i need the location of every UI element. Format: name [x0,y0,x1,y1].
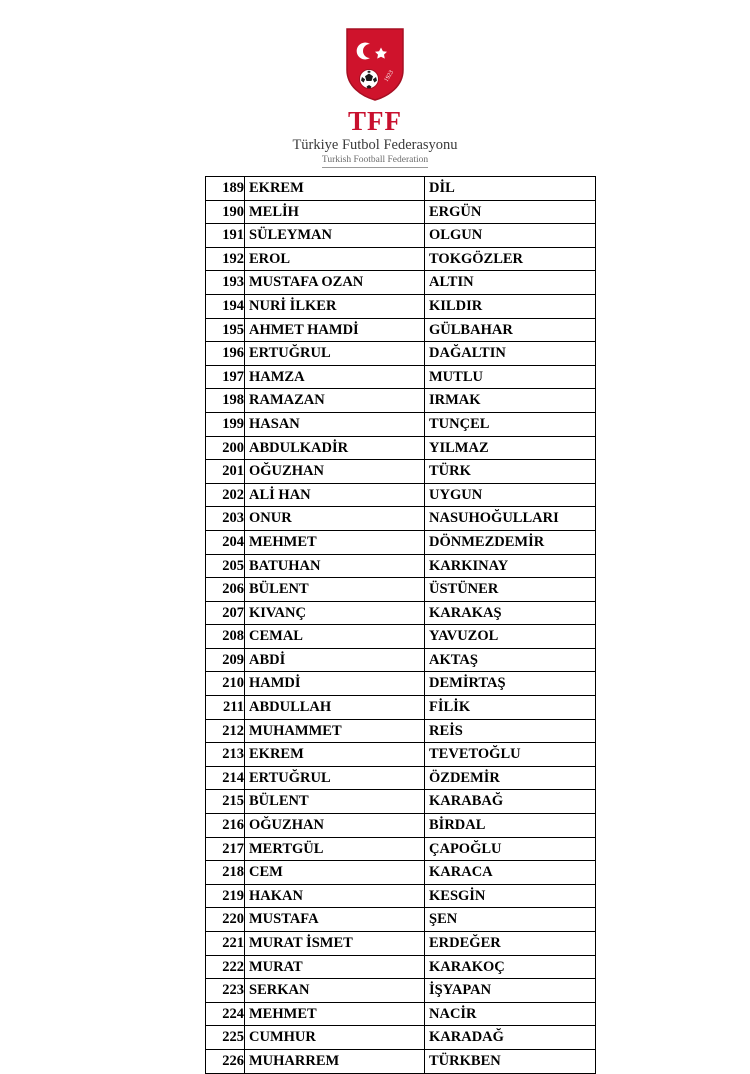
row-number: 192 [206,247,245,271]
name-list-table [205,176,596,1074]
row-first-name: CEM [245,861,425,885]
row-number: 220 [206,908,245,932]
table-row [206,271,596,295]
row-number: 217 [206,837,245,861]
table-row [206,884,596,908]
row-last-name: ERDEĞER [425,932,596,956]
row-last-name: DAĞALTIN [425,342,596,366]
name-list-table-container [205,176,580,1074]
row-first-name: CUMHUR [245,1026,425,1050]
row-number: 191 [206,224,245,248]
table-row [206,837,596,861]
row-first-name: BATUHAN [245,554,425,578]
row-number: 214 [206,766,245,790]
row-first-name: OĞUZHAN [245,460,425,484]
row-first-name: HASAN [245,412,425,436]
row-last-name: NASUHOĞULLARI [425,507,596,531]
row-first-name: BÜLENT [245,790,425,814]
tff-crest-icon [344,26,406,102]
table-row [206,483,596,507]
row-last-name: UYGUN [425,483,596,507]
row-last-name: REİS [425,719,596,743]
row-first-name: MURAT [245,955,425,979]
table-row [206,790,596,814]
row-last-name: MUTLU [425,365,596,389]
row-first-name: MUSTAFA OZAN [245,271,425,295]
row-first-name: MEHMET [245,530,425,554]
row-last-name: KARABAĞ [425,790,596,814]
row-number: 194 [206,294,245,318]
row-number: 195 [206,318,245,342]
row-number: 202 [206,483,245,507]
row-last-name: KESGİN [425,884,596,908]
row-first-name: ABDULKADİR [245,436,425,460]
row-last-name: ÜSTÜNER [425,578,596,602]
row-last-name: ALTIN [425,271,596,295]
row-last-name: TEVETOĞLU [425,743,596,767]
table-row [206,766,596,790]
row-number: 198 [206,389,245,413]
table-row [206,743,596,767]
table-row [206,530,596,554]
row-number: 209 [206,648,245,672]
table-row [206,412,596,436]
table-row [206,294,596,318]
row-last-name: KARKINAY [425,554,596,578]
table-row [206,601,596,625]
row-last-name: KARACA [425,861,596,885]
row-last-name: KILDIR [425,294,596,318]
row-number: 189 [206,177,245,201]
row-first-name: ONUR [245,507,425,531]
table-row [206,932,596,956]
row-number: 205 [206,554,245,578]
row-number: 226 [206,1049,245,1073]
row-last-name: ÖZDEMİR [425,766,596,790]
row-first-name: NURİ İLKER [245,294,425,318]
row-number: 210 [206,672,245,696]
row-first-name: AHMET HAMDİ [245,318,425,342]
table-row [206,1049,596,1073]
table-row [206,389,596,413]
row-first-name: EROL [245,247,425,271]
row-last-name: OLGUN [425,224,596,248]
row-last-name: IRMAK [425,389,596,413]
row-last-name: ÇAPOĞLU [425,837,596,861]
row-number: 197 [206,365,245,389]
row-first-name: EKREM [245,743,425,767]
row-first-name: OĞUZHAN [245,814,425,838]
row-last-name: FİLİK [425,696,596,720]
table-row [206,648,596,672]
row-number: 223 [206,979,245,1003]
name-list-body [206,177,596,1074]
table-row [206,436,596,460]
row-number: 221 [206,932,245,956]
row-last-name: NACİR [425,1002,596,1026]
table-row [206,1002,596,1026]
federation-name-en: Turkish Football Federation [322,156,428,169]
table-row [206,318,596,342]
document-header [0,0,750,168]
row-first-name: MEHMET [245,1002,425,1026]
table-row [206,247,596,271]
table-row [206,554,596,578]
row-last-name: YAVUZOL [425,625,596,649]
row-number: 219 [206,884,245,908]
table-row [206,1026,596,1050]
row-number: 218 [206,861,245,885]
row-number: 201 [206,460,245,484]
row-first-name: HAMDİ [245,672,425,696]
row-first-name: ALİ HAN [245,483,425,507]
table-row [206,908,596,932]
row-first-name: RAMAZAN [245,389,425,413]
table-row [206,672,596,696]
table-row [206,696,596,720]
row-last-name: TOKGÖZLER [425,247,596,271]
table-row [206,460,596,484]
row-first-name: SÜLEYMAN [245,224,425,248]
row-first-name: MUHAMMET [245,719,425,743]
federation-abbreviation: TFF [348,106,402,136]
row-number: 208 [206,625,245,649]
row-first-name: ABDİ [245,648,425,672]
row-last-name: AKTAŞ [425,648,596,672]
table-row [206,507,596,531]
row-first-name: MURAT İSMET [245,932,425,956]
row-first-name: MUHARREM [245,1049,425,1073]
row-number: 206 [206,578,245,602]
row-first-name: KIVANÇ [245,601,425,625]
table-row [206,979,596,1003]
row-number: 204 [206,530,245,554]
row-first-name: MELİH [245,200,425,224]
row-number: 213 [206,743,245,767]
table-row [206,861,596,885]
row-last-name: KARAKAŞ [425,601,596,625]
row-last-name: BİRDAL [425,814,596,838]
table-row [206,578,596,602]
table-row [206,814,596,838]
row-last-name: KARADAĞ [425,1026,596,1050]
row-first-name: ERTUĞRUL [245,766,425,790]
table-row [206,625,596,649]
row-first-name: EKREM [245,177,425,201]
row-first-name: CEMAL [245,625,425,649]
row-last-name: DİL [425,177,596,201]
row-number: 224 [206,1002,245,1026]
row-number: 200 [206,436,245,460]
row-last-name: ŞEN [425,908,596,932]
row-number: 215 [206,790,245,814]
row-first-name: ERTUĞRUL [245,342,425,366]
row-last-name: DÖNMEZDEMİR [425,530,596,554]
row-number: 211 [206,696,245,720]
federation-name-tr: Türkiye Futbol Federasyonu [292,137,458,153]
table-row [206,200,596,224]
row-number: 216 [206,814,245,838]
row-number: 190 [206,200,245,224]
row-first-name: HAKAN [245,884,425,908]
row-last-name: TÜRK [425,460,596,484]
row-number: 225 [206,1026,245,1050]
row-first-name: ABDULLAH [245,696,425,720]
row-number: 222 [206,955,245,979]
row-last-name: TÜRKBEN [425,1049,596,1073]
row-last-name: DEMİRTAŞ [425,672,596,696]
table-row [206,719,596,743]
table-row [206,177,596,201]
row-last-name: GÜLBAHAR [425,318,596,342]
row-number: 212 [206,719,245,743]
row-first-name: BÜLENT [245,578,425,602]
row-first-name: HAMZA [245,365,425,389]
row-number: 199 [206,412,245,436]
row-number: 207 [206,601,245,625]
row-first-name: MUSTAFA [245,908,425,932]
row-number: 196 [206,342,245,366]
svg-text:1923: 1923 [383,69,396,84]
table-row [206,955,596,979]
row-last-name: YILMAZ [425,436,596,460]
row-first-name: SERKAN [245,979,425,1003]
table-row [206,342,596,366]
row-number: 203 [206,507,245,531]
row-last-name: KARAKOÇ [425,955,596,979]
table-row [206,224,596,248]
row-last-name: İŞYAPAN [425,979,596,1003]
row-number: 193 [206,271,245,295]
table-row [206,365,596,389]
row-last-name: ERGÜN [425,200,596,224]
row-last-name: TUNÇEL [425,412,596,436]
row-first-name: MERTGÜL [245,837,425,861]
